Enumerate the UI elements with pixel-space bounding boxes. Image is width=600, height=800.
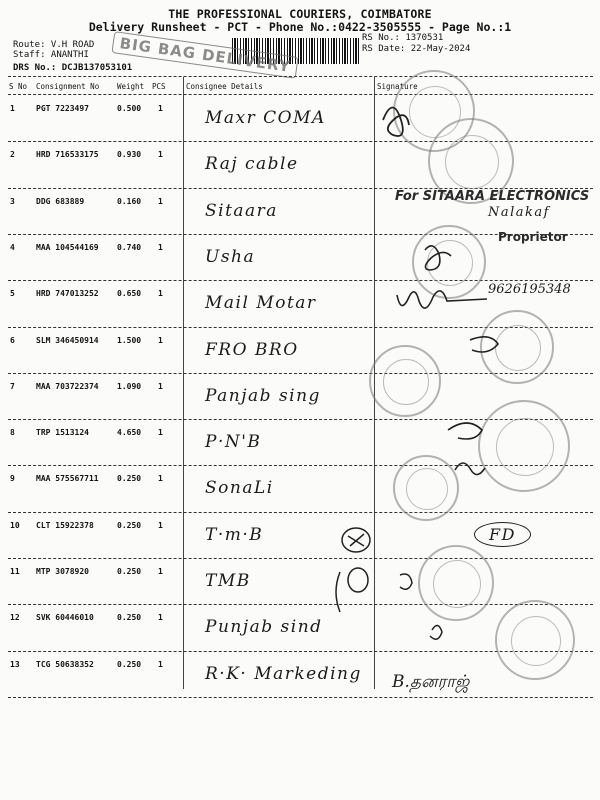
sitaara-electronics-stamp: For SITAARA ELECTRONICS <box>395 189 590 204</box>
document-title: THE PROFESSIONAL COURIERS, COIMBATORE <box>168 7 432 21</box>
row-pcs: 1 <box>158 104 163 113</box>
row-weight: 0.250 <box>117 521 142 530</box>
row-weight: 0.650 <box>117 289 142 298</box>
row-weight: 4.650 <box>117 428 142 437</box>
row-consignee-handwritten: Usha <box>205 247 256 267</box>
row-consignee-handwritten: Mail Motar <box>205 293 317 313</box>
rs-number: RS No.: 1370531 <box>362 33 444 43</box>
row-sno: 13 <box>10 660 20 669</box>
col-header-weight: Weight <box>117 82 145 91</box>
row-sno: 8 <box>10 428 15 437</box>
row-sno: 9 <box>10 474 15 483</box>
row-weight: 0.740 <box>117 243 142 252</box>
row-sno: 6 <box>10 336 15 345</box>
row-sno: 12 <box>10 613 20 622</box>
row-pcs: 1 <box>158 150 163 159</box>
row-consignee-handwritten: Sitaara <box>205 201 278 221</box>
phone-note: 9626195348 <box>488 282 571 297</box>
row-weight: 0.250 <box>117 474 142 483</box>
row-weight: 0.250 <box>117 567 142 576</box>
row-weight: 0.930 <box>117 150 142 159</box>
row-pcs: 1 <box>158 289 163 298</box>
row-sno: 2 <box>10 150 15 159</box>
row-consignee-handwritten: Panjab sing <box>205 386 321 406</box>
row-sno: 11 <box>10 567 20 576</box>
row-consignee-handwritten: Maxr COMA <box>205 108 326 128</box>
row-sno: 4 <box>10 243 15 252</box>
row-consignment-no: MAA 703722374 <box>36 382 99 391</box>
row-consignee-handwritten: SonaLi <box>205 478 274 498</box>
row-pcs: 1 <box>158 336 163 345</box>
drs-number: DRS No.: DCJB137053101 <box>13 63 133 73</box>
row-sno: 3 <box>10 197 15 206</box>
row-pcs: 1 <box>158 197 163 206</box>
row-consignee-handwritten: R·K· Markeding <box>205 664 362 684</box>
row-consignee-handwritten: TMB <box>205 571 251 591</box>
row-consignee-handwritten: T·m·B <box>205 525 264 545</box>
sitaara-signature: Nalakaf <box>488 205 550 220</box>
row-pcs: 1 <box>158 382 163 391</box>
row-consignment-no: PGT 7223497 <box>36 104 89 113</box>
row-consignment-no: SVK 60446010 <box>36 613 94 622</box>
row-consignment-no: MTP 3078920 <box>36 567 89 576</box>
row-sno: 1 <box>10 104 15 113</box>
row-sno: 5 <box>10 289 15 298</box>
row-weight: 0.250 <box>117 613 142 622</box>
row-consignee-handwritten: P·N'B <box>205 432 262 452</box>
row-pcs: 1 <box>158 474 163 483</box>
row-consignment-no: TRP 1513124 <box>36 428 89 437</box>
col-header-pcs: PCS <box>152 82 166 91</box>
row-sno: 10 <box>10 521 20 530</box>
row-pcs: 1 <box>158 521 163 530</box>
big-bag-delivery-stamp: BIG BAG DELIVERY <box>111 31 299 79</box>
row-pcs: 1 <box>158 428 163 437</box>
col-header-signature: Signature <box>377 82 418 91</box>
row-consignment-no: CLT 15922378 <box>36 521 94 530</box>
proprietor-label: Proprietor <box>498 230 568 244</box>
fd-note: FD <box>474 522 531 547</box>
col-header-sno: S No <box>9 82 28 91</box>
row-consignee-handwritten: FRO BRO <box>205 340 299 360</box>
row-consignment-no: DDG 683889 <box>36 197 85 206</box>
document-subtitle: Delivery Runsheet - PCT - Phone No.:0422-3505555 - Page No.:1 <box>88 20 512 34</box>
route-text: Route: V.H ROAD <box>13 40 95 50</box>
col-header-consignment: Consignment No <box>36 82 100 91</box>
row-consignment-no: HRD 747013252 <box>36 289 99 298</box>
row-consignee-handwritten: Punjab sind <box>205 617 323 637</box>
col-header-consignee: Consignee Details <box>186 82 263 91</box>
row-consignment-no: MAA 575567711 <box>36 474 99 483</box>
rs-date: RS Date: 22-May-2024 <box>362 44 471 54</box>
row-sno: 7 <box>10 382 15 391</box>
row-weight: 1.500 <box>117 336 142 345</box>
row-weight: 0.500 <box>117 104 142 113</box>
row-consignment-no: HRD 716533175 <box>36 150 99 159</box>
row-weight: 0.160 <box>117 197 142 206</box>
row-consignment-no: TCG 50638352 <box>36 660 94 669</box>
row-pcs: 1 <box>158 243 163 252</box>
row-weight: 0.250 <box>117 660 142 669</box>
row-pcs: 1 <box>158 660 163 669</box>
row-consignee-handwritten: Raj cable <box>205 154 299 174</box>
row-consignment-no: SLM 346450914 <box>36 336 99 345</box>
row-consignment-no: MAA 104544169 <box>36 243 99 252</box>
final-signature: B.தனராஜ் <box>392 672 470 692</box>
row-weight: 1.090 <box>117 382 142 391</box>
row-pcs: 1 <box>158 567 163 576</box>
row-pcs: 1 <box>158 613 163 622</box>
staff-text: Staff: ANANTHI <box>13 50 89 60</box>
